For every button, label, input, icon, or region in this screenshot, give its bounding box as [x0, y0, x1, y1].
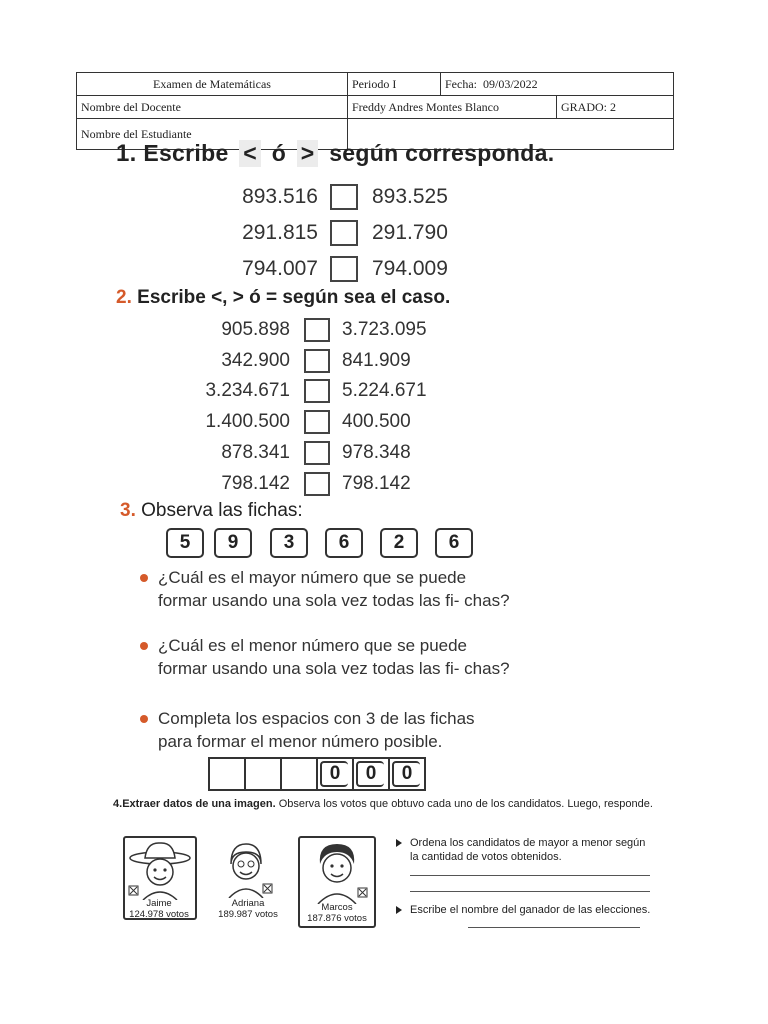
- q2-answer-box[interactable]: [304, 472, 330, 496]
- q2-row: [178, 379, 427, 403]
- q3-bullet: [140, 707, 510, 753]
- q1-left-number: 794.007: [242, 257, 318, 280]
- q1-title: [116, 140, 554, 168]
- q2-answer-box[interactable]: [304, 379, 330, 403]
- teacher-name: Freddy Andres Montes Blanco: [348, 96, 557, 119]
- instruction-order: [396, 836, 656, 864]
- q1-row: [222, 220, 448, 246]
- digit-fill-row: [208, 757, 426, 791]
- date-label: Fecha:: [445, 76, 477, 91]
- q2-right-number: 3.723.095: [342, 319, 427, 340]
- digit-zero: 0: [392, 761, 420, 787]
- boy-candidate-icon: [300, 838, 374, 904]
- q4-number: 4.: [113, 798, 123, 810]
- q2-left-number: 3.234.671: [205, 380, 290, 401]
- grade-label: GRADO: 2: [557, 96, 674, 119]
- q3-bullet: [140, 566, 510, 612]
- q2-right-number: 841.909: [342, 350, 411, 371]
- number-chip: 6: [435, 528, 473, 558]
- date-value: 09/03/2022: [483, 76, 538, 91]
- candidate-caption: [300, 902, 374, 924]
- answer-line[interactable]: [410, 891, 650, 892]
- student-label: Nombre del Estudiante: [77, 119, 348, 150]
- teacher-label: Nombre del Docente: [77, 96, 348, 119]
- triangle-bullet-icon: [396, 906, 402, 914]
- digit-zero: 0: [356, 761, 384, 787]
- instruction-winner-text: Escribe el nombre del ganador de las elecciones.: [410, 904, 651, 916]
- q1-right-number: 794.009: [372, 257, 448, 280]
- bullet-dot-icon: [140, 715, 148, 723]
- q1-answer-box[interactable]: [330, 184, 358, 210]
- digit-zero: 0: [320, 761, 348, 787]
- candidate-votes: 124.978 votos: [129, 909, 189, 920]
- q2-left-number: 878.341: [221, 442, 290, 463]
- bullet-dot-icon: [140, 642, 148, 650]
- q2-right-number: 400.500: [342, 411, 411, 432]
- exam-title: Examen de Matemáticas: [77, 73, 348, 96]
- greater-than-symbol: >: [297, 140, 319, 167]
- q2-row: [178, 318, 427, 342]
- q1-number: 1.: [116, 140, 137, 167]
- date-cell: [441, 73, 674, 96]
- q1-left-number: 893.516: [242, 185, 318, 208]
- less-than-symbol: <: [239, 140, 261, 167]
- q2-row: [178, 349, 411, 373]
- q1-answer-box[interactable]: [330, 220, 358, 246]
- number-chip: 5: [166, 528, 204, 558]
- candidate-votes: 187.876 votos: [307, 913, 367, 924]
- q2-left-number: 342.900: [221, 350, 290, 371]
- answer-line[interactable]: [410, 875, 650, 876]
- q3-bullet-text: ¿Cuál es el menor número que se puede formar usando una sola vez todas las fi- chas?: [158, 636, 510, 678]
- winner-answer-line[interactable]: [468, 927, 640, 928]
- q3-number: 3.: [120, 500, 136, 521]
- q2-left-number: 905.898: [221, 319, 290, 340]
- candidate-name: Jaime: [146, 898, 172, 909]
- girl-candidate-icon: [211, 836, 281, 898]
- instruction-winner: [396, 903, 656, 917]
- q1-title-b: según corresponda.: [329, 140, 555, 166]
- q2-title: [116, 287, 450, 309]
- q3-title: [120, 500, 303, 522]
- q2-row: [178, 410, 411, 434]
- q3-bullet: [140, 634, 510, 680]
- q1-right-number: 893.525: [372, 185, 448, 208]
- q3-bullet-text: Completa los espacios con 3 de las fichas para formar el menor número posible.: [158, 709, 475, 751]
- q3-bullet-text: ¿Cuál es el mayor número que se puede formar usando una sola vez todas las fi- chas?: [158, 568, 510, 610]
- q3-title-text: Observa las fichas:: [141, 500, 303, 521]
- q2-answer-box[interactable]: [304, 349, 330, 373]
- bullet-dot-icon: [140, 574, 148, 582]
- candidate-name: Marcos: [321, 902, 353, 913]
- q1-row: [222, 256, 448, 282]
- q2-right-number: 5.224.671: [342, 380, 427, 401]
- q1-title-a: Escribe: [143, 140, 229, 166]
- digit-cell: [354, 759, 390, 789]
- q2-row: [178, 441, 411, 465]
- q1-answer-box[interactable]: [330, 256, 358, 282]
- q2-right-number: 798.142: [342, 473, 411, 494]
- digit-blank[interactable]: [210, 759, 246, 789]
- q2-row: [178, 472, 411, 496]
- period-label: Periodo I: [348, 73, 441, 96]
- q1-or: ó: [271, 140, 287, 166]
- exam-header-table: [76, 72, 674, 150]
- q4-title: [113, 797, 653, 812]
- cowboy-candidate-icon: [125, 838, 195, 900]
- candidate-caption: [210, 898, 286, 920]
- digit-blank[interactable]: [282, 759, 318, 789]
- number-chip: 3: [270, 528, 308, 558]
- q2-answer-box[interactable]: [304, 318, 330, 342]
- digit-cell: [318, 759, 354, 789]
- q2-left-number: 798.142: [221, 473, 290, 494]
- q2-answer-box[interactable]: [304, 410, 330, 434]
- candidate-votes: 189.987 votos: [218, 909, 278, 920]
- number-chip: 2: [380, 528, 418, 558]
- triangle-bullet-icon: [396, 839, 402, 847]
- q2-number: 2.: [116, 287, 132, 308]
- q2-title-text: Escribe <, > ó = según sea el caso.: [137, 287, 451, 308]
- q4-title-rest: Observa los votos que obtuvo cada uno de los candidatos. Luego, responde.: [278, 798, 653, 810]
- candidate-caption: [122, 898, 196, 920]
- q2-answer-box[interactable]: [304, 441, 330, 465]
- instruction-order-text: Ordena los candidatos de mayor a menor según la cantidad de votos obtenidos.: [410, 837, 646, 863]
- q1-left-number: 291.815: [242, 221, 318, 244]
- q4-title-bold: Extraer datos de una imagen.: [122, 798, 276, 810]
- digit-cell: [390, 759, 424, 789]
- q2-left-number: 1.400.500: [205, 411, 290, 432]
- digit-blank[interactable]: [246, 759, 282, 789]
- q1-row: [222, 184, 448, 210]
- number-chip: 9: [214, 528, 252, 558]
- q1-right-number: 291.790: [372, 221, 448, 244]
- number-chip: 6: [325, 528, 363, 558]
- candidate-name: Adriana: [231, 898, 265, 909]
- q2-right-number: 978.348: [342, 442, 411, 463]
